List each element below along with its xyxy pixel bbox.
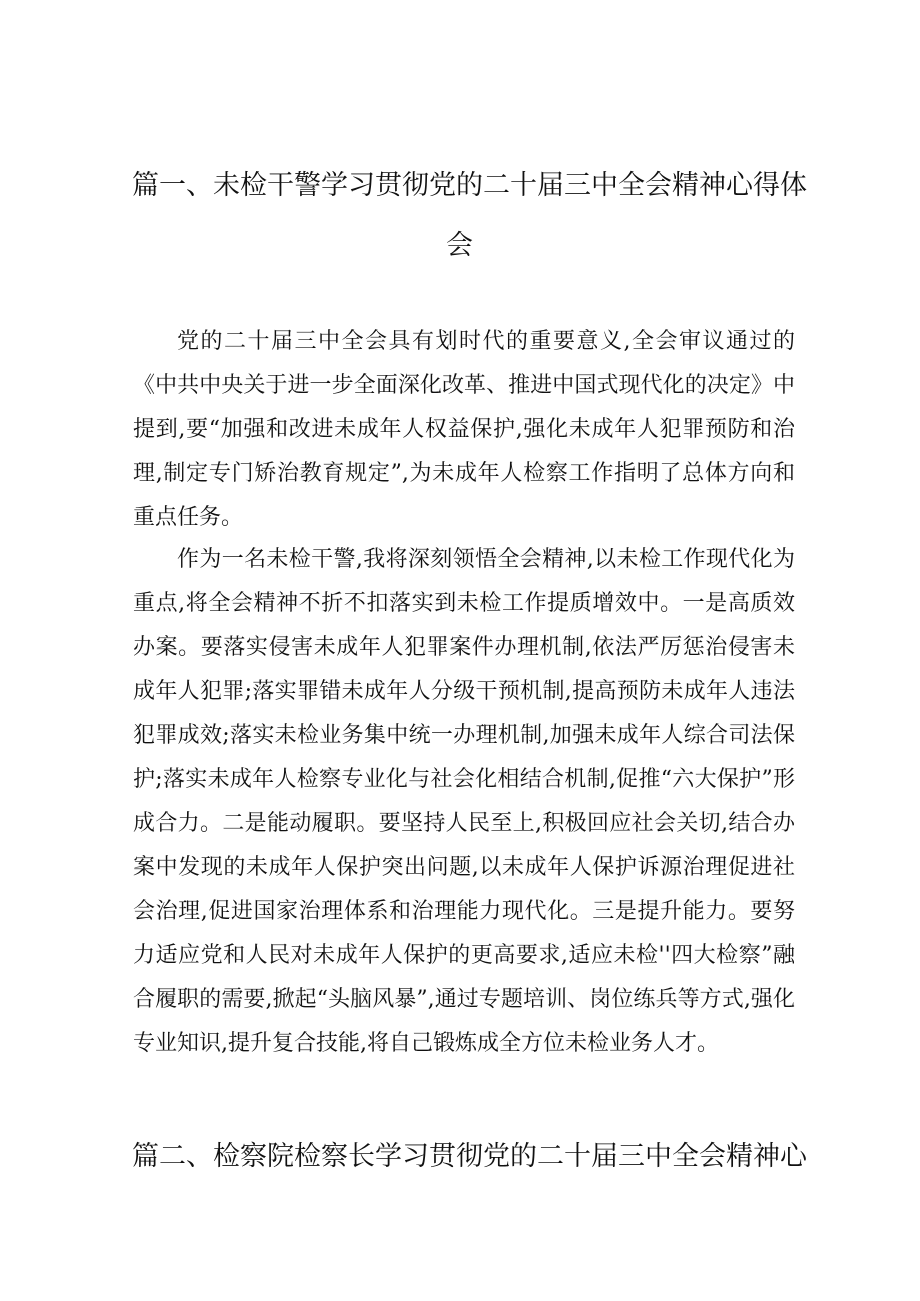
paragraph-two: 作为一名未检干警,我将深刻领悟全会精神,以未检工作现代化为重点,将全会精神不折不扣落实到未检工作提质增效中。一是高质效办案。要落实侵害未成年人犯罪案件办理机制,依法严厉惩治侵害未成年人犯罪;落实罪错未成年人分级干预机制,提高预防未成年人违法犯罪成效;落实未检业务集中统一办理机制,加强未成年人综合司法保护;落实未成年人检察专业化与社会化相结合机制,促推“六大保护”形成合力。二是能动履职。要坚持人民至上,积极回应社会关切,结合办案中发现的未成年人保护突出问题,以未成年人保护诉源治理促进社会治理,促进国家治理体系和治理能力现代化。三是提升能力。要努力适应党和人民对未成年人保护的更高要求,适应未检''四大检察”融合履职的需要,掀起“头脑风暴”,通过专题培训、岗位练兵等方式,强化专业知识,提升复合技能,将自己锻炼成全方位未检业务人才。 [133,547,795,1056]
section-one-title-continuation: 会 [446,230,473,261]
section-two-title: 篇二、检察院检察长学习贯彻党的二十届三中全会精神心 [132,1141,807,1172]
paragraph-one: 党的二十届三中全会具有划时代的重要意义,全会审议通过的《中共中央关于进一步全面深化改革、推进中国式现代化的决定》中提到,要“加强和改进未成年人权益保护,强化未成年人犯罪预防和治理,制定专门矫治教育规定”,为未成年人检察工作指明了总体方向和重点任务。 [133,329,795,530]
section-one-title: 篇一、未检干警学习贯彻党的二十届三中全会精神心得体 [132,170,807,201]
